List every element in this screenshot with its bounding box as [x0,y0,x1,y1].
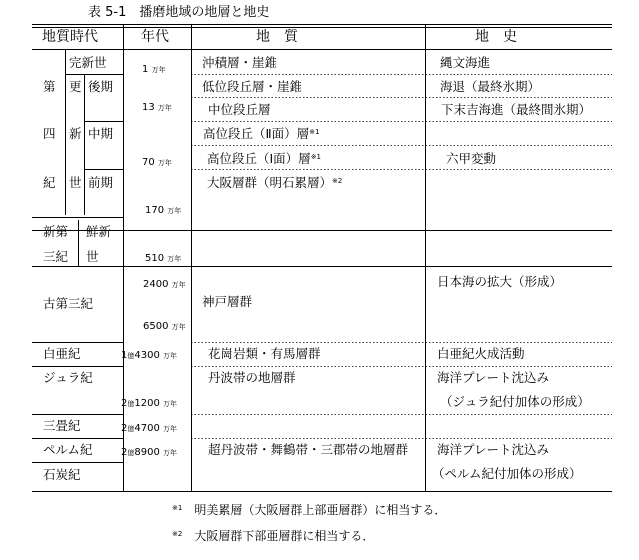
age-13: 13 万年 [142,102,172,113]
history-subduction-2: 海洋プレート沈込み [437,442,550,457]
age-1: 1 万年 [142,64,166,75]
age-28900: 2億8900 万年 [121,447,178,458]
history-regression: 海退（最終氷期） [440,79,541,94]
age-170: 170 万年 [145,205,182,216]
era-neogene-2: 三紀 [43,249,69,264]
footnote-1: $^{※1}$ 明美累層（大阪層群上部亜層群）に相当する． [172,503,447,517]
footnote-2: $^{※2}$ 大阪層群下部亜層群に相当する． [172,529,375,543]
era-pleistocene-2: 新 [69,126,82,141]
era-early: 前期 [88,175,114,190]
age-70: 70 万年 [142,157,172,168]
history-sea-of-japan: 日本海の拡大（形成） [437,274,563,289]
era-carboniferous: 石炭紀 [43,467,81,482]
strata-alluvium: 沖積層・崖錐 [202,55,278,70]
era-paleogene: 古第三紀 [43,296,94,311]
age-21200: 2億1200 万年 [121,398,178,409]
history-shimosueyoshi: 下末吉海進（最終間氷期） [441,102,592,117]
history-rokko: 六甲変動 [446,151,497,166]
table-caption: 表 5-1 播磨地域の地層と地史 [88,5,270,20]
era-quaternary-3: 紀 [43,175,56,190]
era-pliocene-2: 世 [86,249,99,264]
age-2400: 2400 万年 [143,279,186,290]
era-pliocene-1: 鮮新 [86,224,112,239]
age-6500: 6500 万年 [143,321,186,332]
era-triassic: 三畳紀 [43,418,81,433]
era-holocene: 完新世 [69,55,107,70]
era-neogene-1: 新第 [43,224,69,239]
history-cretaceous-igneous: 白亜紀火成活動 [437,346,525,361]
era-middle: 中期 [88,126,114,141]
history-permian-accretion: （ペルム紀付加体の形成） [432,466,582,481]
age-24700: 2億4700 万年 [121,423,178,434]
strata-middle-terrace: 中位段丘層 [208,102,271,117]
strata-low-terrace: 低位段丘層・崖錐 [202,79,303,94]
header-age: 年代 [141,29,169,45]
strata-kobe-group: 神戸層群 [202,294,253,309]
footnote-mark: ※2 [332,177,343,185]
era-pleistocene-3: 世 [69,175,82,190]
era-quaternary-2: 四 [43,126,56,141]
strata-osaka-group: 大阪層群（明石累層）$^{※2}$ [207,175,343,190]
era-quaternary-1: 第 [43,79,56,94]
header-strata: 地 質 [256,29,298,45]
era-late: 後期 [88,79,114,94]
history-jurassic-accretion: （ジュラ紀付加体の形成） [440,394,590,409]
era-cretaceous: 白亜紀 [43,346,81,361]
strata-granite: 花崗岩類・有馬層群 [208,346,321,361]
strata-high-terrace-2: 高位段丘（Ⅱ面）層$^{※1}$ [203,126,320,141]
header-history: 地 史 [475,29,517,45]
strata-high-terrace-1: 高位段丘（Ⅰ面）層$^{※1}$ [207,151,322,166]
era-pleistocene-1: 更 [69,79,82,94]
footnote-mark: ※1 [310,153,322,161]
strata-tamba: 丹波帯の地層群 [208,370,296,385]
era-permian: ペルム紀 [43,442,93,457]
age-510: 510 万年 [145,253,182,264]
footnote-mark: ※1 [309,128,320,136]
era-jurassic: ジュラ紀 [43,370,93,385]
history-subduction-1: 海洋プレート沈込み [437,370,550,385]
strata-ultra-tamba: 超丹波帯・舞鶴帯・三郡帯の地層群 [208,442,409,457]
age-14300: 1億4300 万年 [121,350,178,361]
header-era: 地質時代 [42,29,98,45]
history-jomon: 縄文海進 [440,55,491,70]
